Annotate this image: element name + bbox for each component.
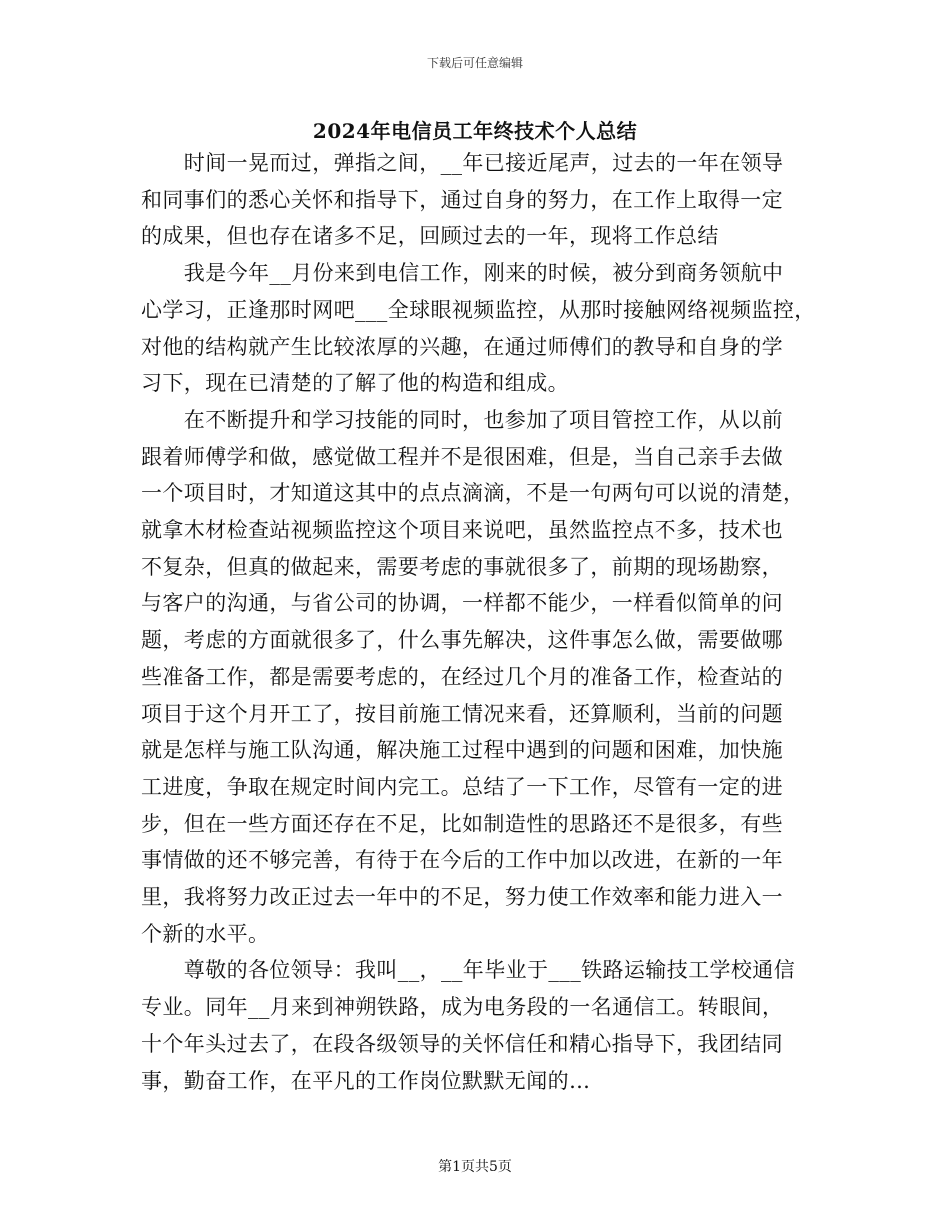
body-line: 和同事们的悉心关怀和指导下，通过自身的努力，在工作上取得一定 [141, 187, 783, 212]
body-line: 一个项目时，才知道这其中的点点滴滴，不是一句两句可以说的清楚， [141, 481, 805, 506]
body-line: 就是怎样与施工队沟通，解决施工过程中遇到的问题和困难，加快施 [141, 738, 783, 763]
body-line: 工进度，争取在规定时间内完工。总结了一下工作，尽管有一定的进 [141, 774, 783, 799]
body-line: 跟着师傅学和做，感觉做工程并不是很困难，但是，当自己亲手去做 [141, 444, 783, 469]
body-line: 个新的水平。 [141, 921, 270, 946]
body-line: 事情做的还不够完善，有待于在今后的工作中加以改进，在新的一年 [141, 848, 783, 873]
document-title: 2024年电信员工年终技术个人总结 [312, 119, 638, 143]
body-line: 就拿木材检查站视频监控这个项目来说吧，虽然监控点不多，技术也 [141, 518, 783, 542]
download-note: 下载后可任意编辑 [426, 56, 523, 70]
body-line: 步，但在一些方面还存在不足，比如制造性的思路还不是很多，有些 [141, 811, 783, 836]
body-line: 项目于这个月开工了，按目前施工情况来看，还算顺利，当前的问题 [141, 701, 783, 726]
body-line: 时间一晃而过，弹指之间，__年已接近尾声，过去的一年在领导 [141, 151, 784, 175]
body-line: 事，勤奋工作，在平凡的工作岗位默默无闻的… [141, 1068, 591, 1093]
body-line: 的成果，但也存在诸多不足，回顾过去的一年，现将工作总结 [141, 224, 719, 249]
body-line: 习下，现在已清楚的了解了他的构造和组成。 [141, 371, 569, 396]
body-line: 十个年头过去了，在段各级领导的关怀信任和精心指导下，我团结同 [141, 1031, 783, 1056]
body-line: 些准备工作，都是需要考虑的，在经过几个月的准备工作，检查站的 [141, 664, 783, 689]
body-line: 不复杂，但真的做起来，需要考虑的事就很多了，前期的现场勘察， [141, 554, 783, 579]
body-line: 心学习，正逢那时网吧___全球眼视频监控，从那时接触网络视频监控， [141, 297, 816, 322]
body-line: 专业。同年__月来到神朔铁路，成为电务段的一名通信工。转眼间， [141, 995, 784, 1020]
body-line: 尊敬的各位领导：我叫__，__年毕业于___铁路运输技工学校通信 [141, 958, 796, 983]
body-line: 与客户的沟通，与省公司的协调，一样都不能少，一样看似简单的问 [141, 591, 783, 616]
body-line: 对他的结构就产生比较浓厚的兴趣，在通过师傅们的教导和自身的学 [141, 334, 783, 359]
body-line: 题，考虑的方面就很多了，什么事先解决，这件事怎么做，需要做哪 [141, 628, 783, 653]
body-line: 我是今年__月份来到电信工作，刚来的时候，被分到商务领航中 [141, 261, 784, 286]
body-line: 里，我将努力改正过去一年中的不足，努力使工作效率和能力进入一 [141, 885, 783, 909]
body-line: 在不断提升和学习技能的同时，也参加了项目管控工作，从以前 [141, 407, 783, 432]
page-indicator: 第1页共5页 [438, 1159, 512, 1175]
